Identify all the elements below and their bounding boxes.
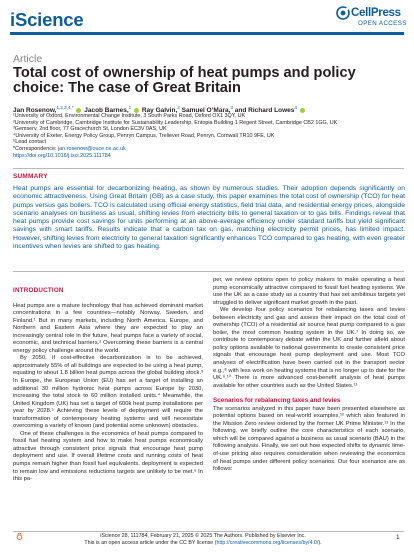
body-paragraph: The scenarios analyzed in this paper have been presented elsewhere as potential options based on real-world examples,¹² which also featured in the Mission Zero review ordered by the former UK Prime Minister.¹³ In the following, we briefly outline the core characteristics of each scenario, which will be compared against a business as usual scenario (BAU) in the following analysis. Finally, we set out how expected shifts to dynamic time-of-use pricing also requires consideration when reviewing the economics of heat pumps under different policy scenarios. Our four scenarios are as follows:	[213, 405, 405, 473]
author-name[interactable]: Jan Rosenow,	[13, 107, 57, 115]
subsection-heading: Scenarios for rebalancing taxes and levies	[213, 397, 341, 405]
body-paragraph: Heat pumps are a mature technology that has achieved dominant market concentrations in a few countries—notably Norway, Sweden, and Finland.¹ But in many markets, including North America, Europe, and Northern and Eastern Asia where they are expected to play an increasingly central role in the future, heat pumps face a variety of social, economic, and technical barriers.² Overcoming these barriers is a central energy policy challenge around the world.	[13, 302, 203, 354]
journal-name[interactable]: iScience	[10, 9, 84, 30]
summary-bottom-rule	[13, 271, 404, 272]
open-access-label: OPEN ACCESS	[358, 20, 407, 27]
summary-top-rule	[13, 168, 404, 169]
header-rule	[10, 32, 404, 35]
affiliation-line: ¹University of Oxford, Environmental Change Institute, 3 South Parks Road, Oxford OX1 3QY, UK	[13, 113, 246, 119]
article-type: Article	[13, 53, 43, 65]
author-affil-marker: 1	[128, 105, 132, 110]
footer-license-line: This is an open access article under the CC BY license (http://creativecommons.org/licenses/by/4.0/).	[84, 539, 322, 546]
author-name[interactable]: and Richard Lowes	[234, 107, 295, 115]
footer-citation	[13, 533, 393, 546]
article-title: Total cost of ownership of heat pumps and policy choice: The case of Great Britain	[13, 65, 356, 96]
affiliation-line: ⁵Lead contact	[13, 139, 47, 146]
author-name[interactable]: Ray Galvin,	[141, 107, 178, 115]
body-paragraph: We develop four policy scenarios for rebalancing taxes and levies between electricity and gas and assess their impact on the total cost of ownership (TCO) of a residential air source heat pump compared to a gas boiler, the most common heating system in the UK.⁷ In doing so, we contribute to contemporary debate within the UK and further afield about policy options available to national governments to create consistent price signals that encourage heat pump deployment and use. Most TCO analyses of electrification have been carried out in the transport sector e.g.,⁸ with less work on heating systems that is no longer up to date for the UK.⁹,¹⁰ There is more advanced cost-benefit analysis of heat pumps available for other countries such as the United States.¹¹	[213, 307, 405, 389]
author-name[interactable]: Samuel O’Mara,	[181, 107, 231, 115]
correspondence-email-link[interactable]: jan.rosenow@ouce.ox.ac.uk	[57, 145, 126, 152]
body-column-right	[213, 277, 405, 474]
cell-press-logo-icon	[336, 6, 350, 20]
affiliation-line: ²University of Cambridge, Cambridge Institute for Sustainability Leadership, Entopia Building 1 Regent Street, Cambridge CB2 1GG, UK	[13, 119, 338, 126]
correspondence-line: *Correspondence: jan.rosenow@ouce.ox.ac.uk	[13, 145, 126, 152]
body-paragraph: By 2050, if cost-effective decarbonization is to be achieved, approximately 55% of all buildings are expected to be using a heat pump, equating to about 1.8 billion heat pumps across the global building stock.³ In Europe, the European Union (EU) has set a target of installing an additional 30 million hydronic heat pumps across Europe by 2030, increasing the total stock to 60 million installed units.⁴ Meanwhile, the United Kingdom (UK) has set a target of 600k heat pump installations per year by 2028.⁵ Achieving these levels of deployment will require the transformation of contemporary heating systems and will necessitate overcoming a variety of known (and potential some unknown) obstacles.	[13, 355, 203, 430]
body-paragraph: One of these challenges is the economics of heat pumps compared to fossil fuel heating system and how to make heat pumps economically attractive through consistent price signals that encourage heat pump deployment and use. If overall lifetime costs and running costs of heat pumps remain higher than fossil fuel equivalents, deployment is expected to remain low and emissions reductions targets are unlikely to be met.⁶ In this pa-	[13, 430, 203, 483]
affiliation-line: ³Gemserv, 2nd floor, 77 Gracechurch St, London EC3V 0AS, UK	[13, 126, 167, 133]
author-affil-marker: 1,2,3,4,*	[56, 105, 74, 110]
section-heading-introduction: INTRODUCTION	[13, 287, 64, 294]
page-number: 1	[396, 534, 400, 541]
affiliations	[13, 113, 405, 159]
doi-link[interactable]: https://doi.org/10.1016/j.isci.2025.111784	[13, 152, 111, 159]
footer-rule	[13, 531, 404, 532]
author-name[interactable]: Jacob Barnes,	[84, 107, 129, 115]
affiliation-line: ⁴University of Exeter, Energy Policy Group, Penryn Campus, Treliever Road, Penryn, Cornwall TR10 9FE, UK	[13, 132, 275, 139]
body-column-left	[13, 287, 203, 484]
author-affil-marker: 2	[177, 105, 180, 110]
publisher-name[interactable]: CellPress	[351, 7, 401, 19]
summary-heading: SUMMARY	[13, 173, 48, 180]
license-link[interactable]: http://creativecommons.org/licenses/by/4.0/	[216, 539, 319, 546]
summary-text: Heat pumps are essential for decarbonizing heating, as shown by numerous studies. Their adoption depends significantly on economic attractiveness. Using Great Britain (GB) as a case study, this paper examines the total cost of ownership (TCO) for heat pumps versus gas boilers. TCO is calculated using official energy statistics, field trial data, and residential energy prices, alongside scenario analyses on business as usual, shifting levies from electricity bills to general taxation or to gas bills. Findings reveal that heat pumps provide cost savings for units performing at an above-average efficiency under standard tariffs but yield significant savings with smart tariffs. Results indicate that a carbon tax on gas, matching electricity permit prices, has limited impact. However, shifting levies from electricity to general taxation significantly enhances TCO compared to gas heating, with even greater incentives when levies are shifted to gas heating.	[13, 185, 405, 251]
author-affil-marker: 4	[294, 105, 297, 110]
body-paragraph: per, we review options open to policy makers to make operating a heat pump economically attractive compared to fossil fuel heating systems. We use the UK as a case study as a country that has set ambitious targets yet struggled to deliver significant market growth in the past.	[213, 277, 405, 306]
footer-citation-line: iScience 28, 111784, February 21, 2025 © 2025 The Authors. Published by Elsevier Inc.	[100, 533, 306, 539]
author-affil-marker: 3	[230, 105, 233, 110]
